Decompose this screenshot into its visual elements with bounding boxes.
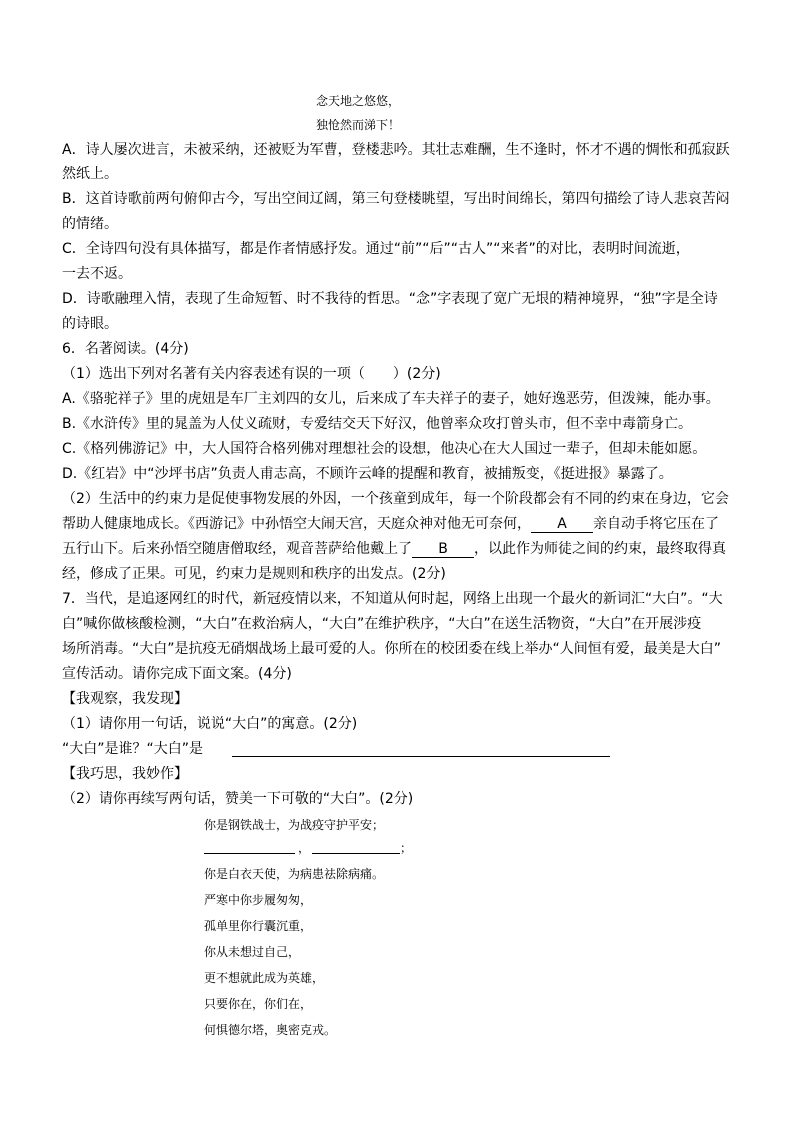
q6-option-a: A.《骆驼祥子》里的虎妞是车厂主刘四的女儿，后来成了车夫祥子的妻子，她好逸恶劳，但泼辣，能办事。 xyxy=(62,391,720,407)
q7-section-observe: 【我观察，我发现】 xyxy=(62,691,188,707)
q6-title: 6．名著阅读。(4分) xyxy=(62,341,189,357)
q6-sub2-line2 xyxy=(62,516,719,533)
blank-a[interactable]: A xyxy=(531,517,593,533)
q6-option-d: D.《红岩》中“沙坪书店”负责人甫志高，不顾许云峰的提醒和教育，被捕叛变，《挺进报》暴露了。 xyxy=(62,466,673,482)
poem-line: 你是钢铁战士，为战疫守护平安； xyxy=(204,818,385,832)
q7-line4: 宣传活动。请你完成下面文案。(4分) xyxy=(62,666,292,682)
poem-line: 何惧德尔塔，奥密克戎。 xyxy=(204,1023,337,1037)
q7-line3: 场所消毒。“大白”是抗疫无硝烟战场上最可爱的人。你所在的校团委在线上举办“人间恒有爱，最美是大白” xyxy=(62,641,722,657)
fill-blank-1[interactable] xyxy=(204,853,295,854)
q5-option-d-line2: 的诗眼。 xyxy=(62,316,118,332)
q7-sub1: （1）请你用一句话，说说“大白”的寓意。(2分) xyxy=(62,716,358,732)
poem-line-1: 念天地之悠悠， xyxy=(316,94,401,108)
fill-blank-2[interactable] xyxy=(312,853,400,854)
q6-option-c: C.《格列佛游记》中，大人国符合格列佛对理想社会的设想，他决心在大人国过一辈子，但却未能如愿。 xyxy=(62,441,707,457)
q6-sub1: （1）选出下列对名著有关内容表述有误的一项（ ）(2分) xyxy=(62,366,441,382)
q5-option-b-line1: B．这首诗歌前两句俯仰古今，写出空间辽阔，第三句登楼眺望，写出时间绵长，第四句描绘了诗人悲哀苦闷 xyxy=(62,191,730,207)
q6-sub2-line2-text: 帮助人健康地成长。《西游记》中孙悟空大闹天宫，天庭众神对他无可奈何， xyxy=(62,516,531,532)
fill-comma: ， xyxy=(298,841,311,855)
poem-line: 严寒中你步履匆匆， xyxy=(204,893,313,907)
q6-sub2-line4: 经，修成了正果。可见，约束力是规则和秩序的出发点。(2分) xyxy=(62,566,446,582)
q5-option-c-line2: 一去不返。 xyxy=(62,266,132,282)
q6-sub2-line3-tail: ，以此作为师徒之间的约束，最终取得真 xyxy=(474,541,726,557)
q5-option-a-line1: A．诗人屡次进言，未被采纳，还被贬为军曹，登楼悲吟。其壮志难酬，生不逢时，怀才不遇的惆怅和孤寂跃 xyxy=(62,142,730,158)
q6-sub2-line3-text: 五行山下。后来孙悟空随唐僧取经，观音菩萨给他戴上了 xyxy=(62,541,412,557)
q7-line2: 白”喊你做核酸检测，“大白”在救治病人，“大白”在维护秩序，“大白”在送生活物资，“大白”在开展涉疫 xyxy=(62,616,702,632)
q5-option-b-line2: 的情绪。 xyxy=(62,216,118,232)
q7-ask: “大白”是谁？“大白”是 xyxy=(62,741,204,757)
q5-option-a-line2: 然纸上。 xyxy=(62,166,118,182)
q6-sub2-line2-tail: 亲自动手将它压在了 xyxy=(593,516,719,532)
poem-line: 你是白衣天使，为病患祛除病痛。 xyxy=(204,867,385,881)
answer-line-q7-1[interactable] xyxy=(232,756,610,757)
q7-sub2: （2）请你再续写两句话，赞美一下可敬的“大白”。(2分) xyxy=(62,791,414,807)
poem-line: 你从未想过自己， xyxy=(204,945,301,959)
q6-sub2-line1: （2）生活中的约束力是促使事物发展的外因，一个孩童到成年，每一个阶段都会有不同的约束在身边，它会 xyxy=(62,491,729,507)
poem-line-2: 独怆然而涕下！ xyxy=(316,118,401,132)
poem-line: 只要你在，你们在， xyxy=(204,997,313,1011)
poem-line: 更不想就此成为英雄， xyxy=(204,971,325,985)
fill-semicolon: ； xyxy=(400,841,413,855)
q6-sub2-line3 xyxy=(62,541,726,558)
poem-line: 孤单里你行囊沉重， xyxy=(204,919,313,933)
q7-line1: 7．当代，是追逐网红的时代，新冠疫情以来，不知道从何时起，网络上出现一个最火的新词汇“大白”。“大 xyxy=(62,591,723,607)
q5-option-d-line1: D．诗歌融理入情，表现了生命短暂、时不我待的哲思。“念”字表现了宽广无垠的精神境界，“独”字是全诗 xyxy=(62,291,718,307)
q7-section-create: 【我巧思，我妙作】 xyxy=(62,766,188,782)
blank-b[interactable]: B xyxy=(412,542,474,558)
q5-option-c-line1: C．全诗四句没有具体描写，都是作者情感抒发。通过“前”“后”“古人”“来者”的对比，表明时间流逝， xyxy=(62,241,690,257)
q6-option-b: B.《水浒传》里的晁盖为人仗义疏财，专爱结交天下好汉，他曾率众攻打曾头市，但不幸中毒箭身亡。 xyxy=(62,416,693,432)
